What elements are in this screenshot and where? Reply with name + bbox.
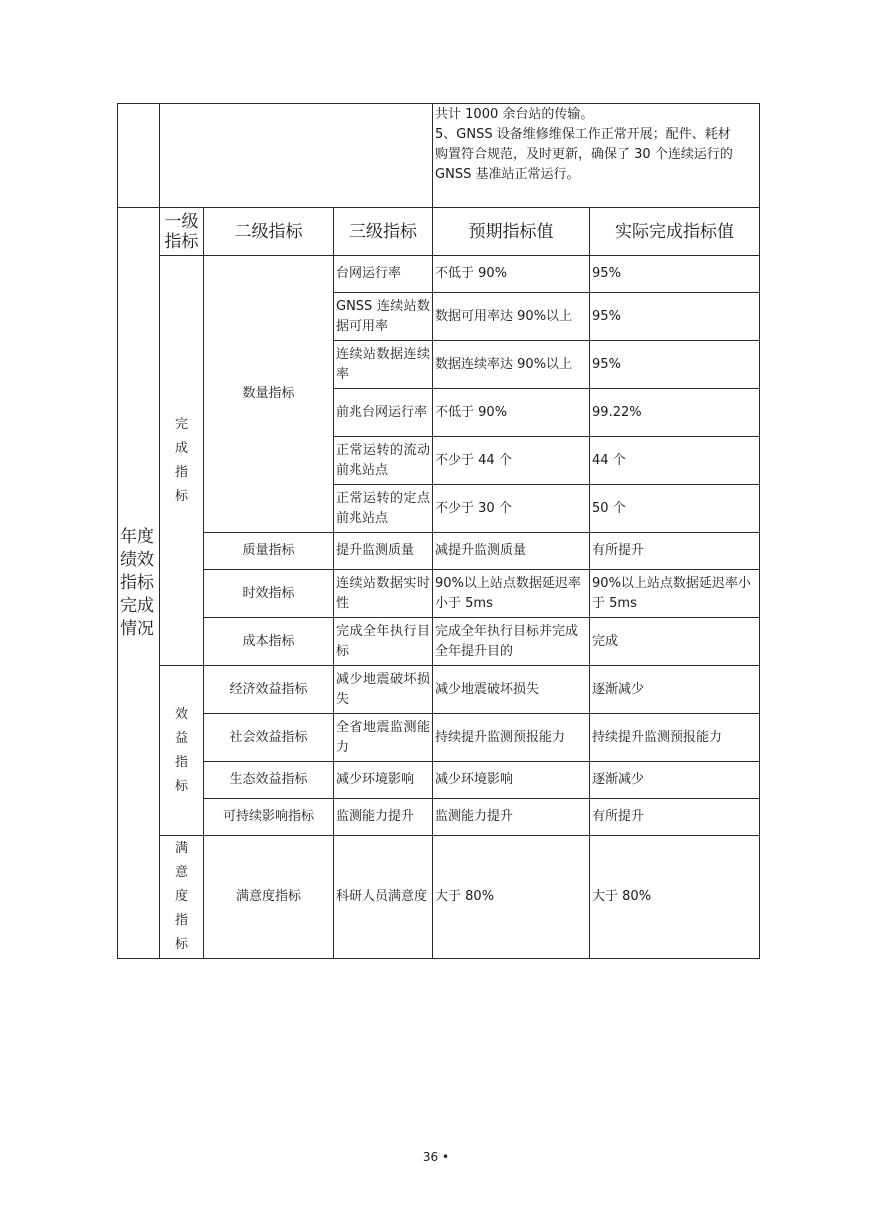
- level3-cell: 连续站数据连续率: [334, 341, 433, 389]
- table-row: [118, 799, 760, 836]
- actual-cell: 44 个: [590, 437, 760, 485]
- expected-cell: 持续提升监测预报能力: [433, 714, 590, 762]
- table-row: [118, 666, 760, 714]
- level2-quantity: 数量指标: [204, 256, 334, 533]
- group-satisfaction: 满 意 度 指 标: [160, 836, 204, 959]
- level2-satisfaction: 满意度指标: [204, 836, 334, 959]
- expected-cell: 减少环境影响: [433, 762, 590, 799]
- header-level3: 三级指标: [334, 208, 433, 256]
- level2-sustainable: 可持续影响指标: [204, 799, 334, 836]
- continuation-row: [118, 104, 760, 208]
- expected-cell: 90%以上站点数据延迟率小于 5ms: [433, 570, 590, 618]
- table-row: [118, 570, 760, 618]
- continuation-text: [433, 104, 760, 208]
- group-completion: 完 成 指 标: [160, 256, 204, 666]
- actual-cell: 95%: [590, 256, 760, 293]
- continuation-line: 购置符合规范，及时更新，确保了 30 个连续运行的: [435, 147, 733, 162]
- actual-cell: 逐渐减少: [590, 762, 760, 799]
- header-level1: 一级指标: [160, 208, 204, 256]
- actual-cell: 95%: [590, 293, 760, 341]
- level2-cost: 成本指标: [204, 618, 334, 666]
- actual-cell: 50 个: [590, 485, 760, 533]
- expected-cell: 减少地震破坏损失: [433, 666, 590, 714]
- level2-economic: 经济效益指标: [204, 666, 334, 714]
- expected-cell: 不低于 90%: [433, 389, 590, 437]
- continuation-line: 5、GNSS 设备维修维保工作正常开展；配件、耗材: [435, 127, 731, 142]
- level3-cell: 全省地震监测能力: [334, 714, 433, 762]
- continuation-line: GNSS 基准站正常运行。: [435, 167, 580, 182]
- level3-cell: 台网运行率: [334, 256, 433, 293]
- actual-cell: 95%: [590, 341, 760, 389]
- group-benefit: 效 益 指 标: [160, 666, 204, 836]
- table-row: [118, 836, 760, 959]
- header-actual: 实际完成指标值: [590, 208, 760, 256]
- level3-cell: 监测能力提升: [334, 799, 433, 836]
- expected-cell: 不少于 44 个: [433, 437, 590, 485]
- expected-cell: 不低于 90%: [433, 256, 590, 293]
- table-row: [118, 762, 760, 799]
- actual-cell: 持续提升监测预报能力: [590, 714, 760, 762]
- table-row: [118, 714, 760, 762]
- actual-cell: 完成: [590, 618, 760, 666]
- actual-cell: 99.22%: [590, 389, 760, 437]
- actual-cell: 有所提升: [590, 799, 760, 836]
- level3-cell: GNSS 连续站数据可用率: [334, 293, 433, 341]
- expected-cell: 大于 80%: [433, 836, 590, 959]
- level3-cell: 科研人员满意度: [334, 836, 433, 959]
- level3-cell: 连续站数据实时性: [334, 570, 433, 618]
- level3-cell: 减少地震破坏损失: [334, 666, 433, 714]
- level2-timeliness: 时效指标: [204, 570, 334, 618]
- level2-social: 社会效益指标: [204, 714, 334, 762]
- expected-cell: 数据连续率达 90%以上: [433, 341, 590, 389]
- page-number: 36 •: [422, 1150, 450, 1164]
- table-row: [118, 533, 760, 570]
- actual-cell: 90%以上站点数据延迟率小于 5ms: [590, 570, 760, 618]
- level2-quality: 质量指标: [204, 533, 334, 570]
- actual-cell: 大于 80%: [590, 836, 760, 959]
- header-level2: 二级指标: [204, 208, 334, 256]
- actual-cell: 有所提升: [590, 533, 760, 570]
- section-label: 年度 绩效 指标 完成 情况: [118, 208, 160, 959]
- expected-cell: 数据可用率达 90%以上: [433, 293, 590, 341]
- level3-cell: 完成全年执行目标: [334, 618, 433, 666]
- level3-cell: 正常运转的流动前兆站点: [334, 437, 433, 485]
- level3-cell: 提升监测质量: [334, 533, 433, 570]
- expected-cell: 完成全年执行目标并完成全年提升目的: [433, 618, 590, 666]
- level3-cell: 正常运转的定点前兆站点: [334, 485, 433, 533]
- level3-cell: 减少环境影响: [334, 762, 433, 799]
- performance-table: [117, 103, 760, 959]
- table-row: [118, 618, 760, 666]
- expected-cell: 监测能力提升: [433, 799, 590, 836]
- table-row: [118, 256, 760, 293]
- level2-ecological: 生态效益指标: [204, 762, 334, 799]
- header-row: [118, 208, 760, 256]
- expected-cell: 不少于 30 个: [433, 485, 590, 533]
- level3-cell: 前兆台网运行率: [334, 389, 433, 437]
- continuation-line: 共计 1000 余台站的传输。: [435, 107, 594, 122]
- expected-cell: 减提升监测质量: [433, 533, 590, 570]
- header-expected: 预期指标值: [433, 208, 590, 256]
- actual-cell: 逐渐减少: [590, 666, 760, 714]
